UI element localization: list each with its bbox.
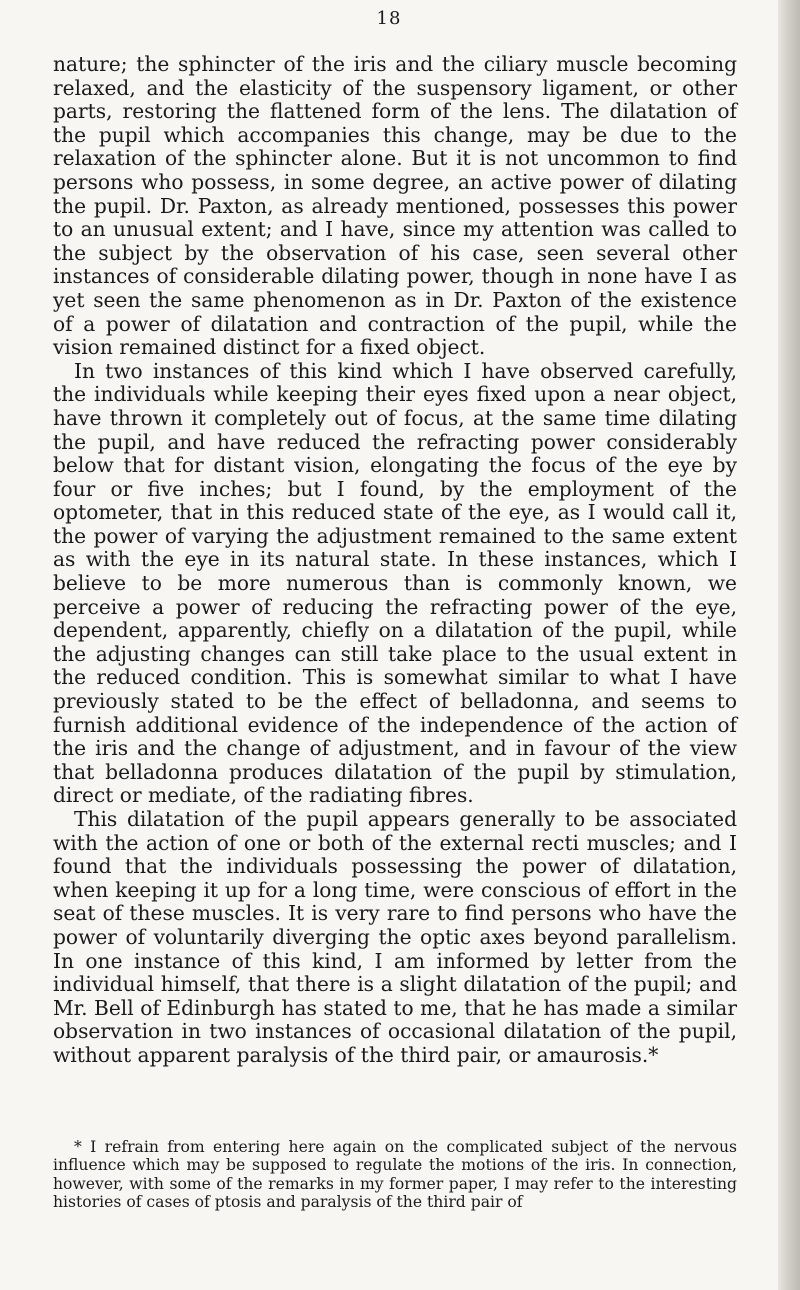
page-number: 18 — [376, 8, 402, 29]
page-edge-shadow — [778, 0, 800, 1290]
footnote: * I refrain from entering here again on the complicated subject of the nervous influence which may be supposed to regulate the motions of the iris. In connection, however, with some of the remarks in my former paper, I may refer to the interesting histories of cases of ptosis and paralysis of the third pair of — [53, 1138, 737, 1212]
paragraph-3: This dilatation of the pupil appears generally to be associated with the action of one or both of the external recti muscles; and I found that the individuals possessing the power of dilatation, when keeping it up for a long time, were conscious of effort in the seat of these muscles. It is very rare to find persons who have the power of voluntarily diverging the optic axes beyond parallelism. In one instance of this kind, I am informed by letter from the individual himself, that there is a slight dilatation of the pupil; and Mr. Bell of Edinburgh has stated to me, that he has made a similar observation in two instances of occasional dilatation of the pupil, without apparent paralysis of the third pair, or amaurosis.* — [53, 807, 737, 1067]
body-text — [53, 53, 737, 1068]
paragraph-1: nature; the sphincter of the iris and the ciliary muscle becoming relaxed, and the elasticity of the suspensory ligament, or other parts, restoring the flattened form of the lens. The dilatation of the pupil which accompanies this change, may be due to the relaxation of the sphincter alone. But it is not uncommon to find persons who possess, in some degree, an active power of dilating the pupil. Dr. Paxton, as already mentioned, possesses this power to an unusual extent; and I have, since my attention was called to the subject by the observation of his case, seen several other instances of considerable dilating power, though in none have I as yet seen the same phenomenon as in Dr. Paxton of the existence of a power of dilatation and contraction of the pupil, while the vision remained distinct for a fixed object. — [53, 52, 737, 360]
paragraph-2: In two instances of this kind which I have observed carefully, the individuals while keeping their eyes fixed upon a near object, have thrown it completely out of focus, at the same time dilating the pupil, and have reduced the refracting power considerably below that for distant vision, elongating the focus of the eye by four or five inches; but I found, by the employment of the optometer, that in this reduced state of the eye, as I would call it, the power of varying the adjustment remained to the same extent as with the eye in its natural state. In these instances, which I believe to be more numerous than is commonly known, we perceive a power of reducing the refracting power of the eye, dependent, apparently, chiefly on a dilatation of the pupil, while the adjusting changes can still take place to the usual extent in the reduced condition. This is somewhat similar to what I have previously stated to be the effect of belladonna, and seems to furnish additional evidence of the independence of the action of the iris and the change of adjustment, and in favour of the view that belladonna produces dilatation of the pupil by stimulation, direct or mediate, of the radiating fibres. — [53, 358, 737, 808]
